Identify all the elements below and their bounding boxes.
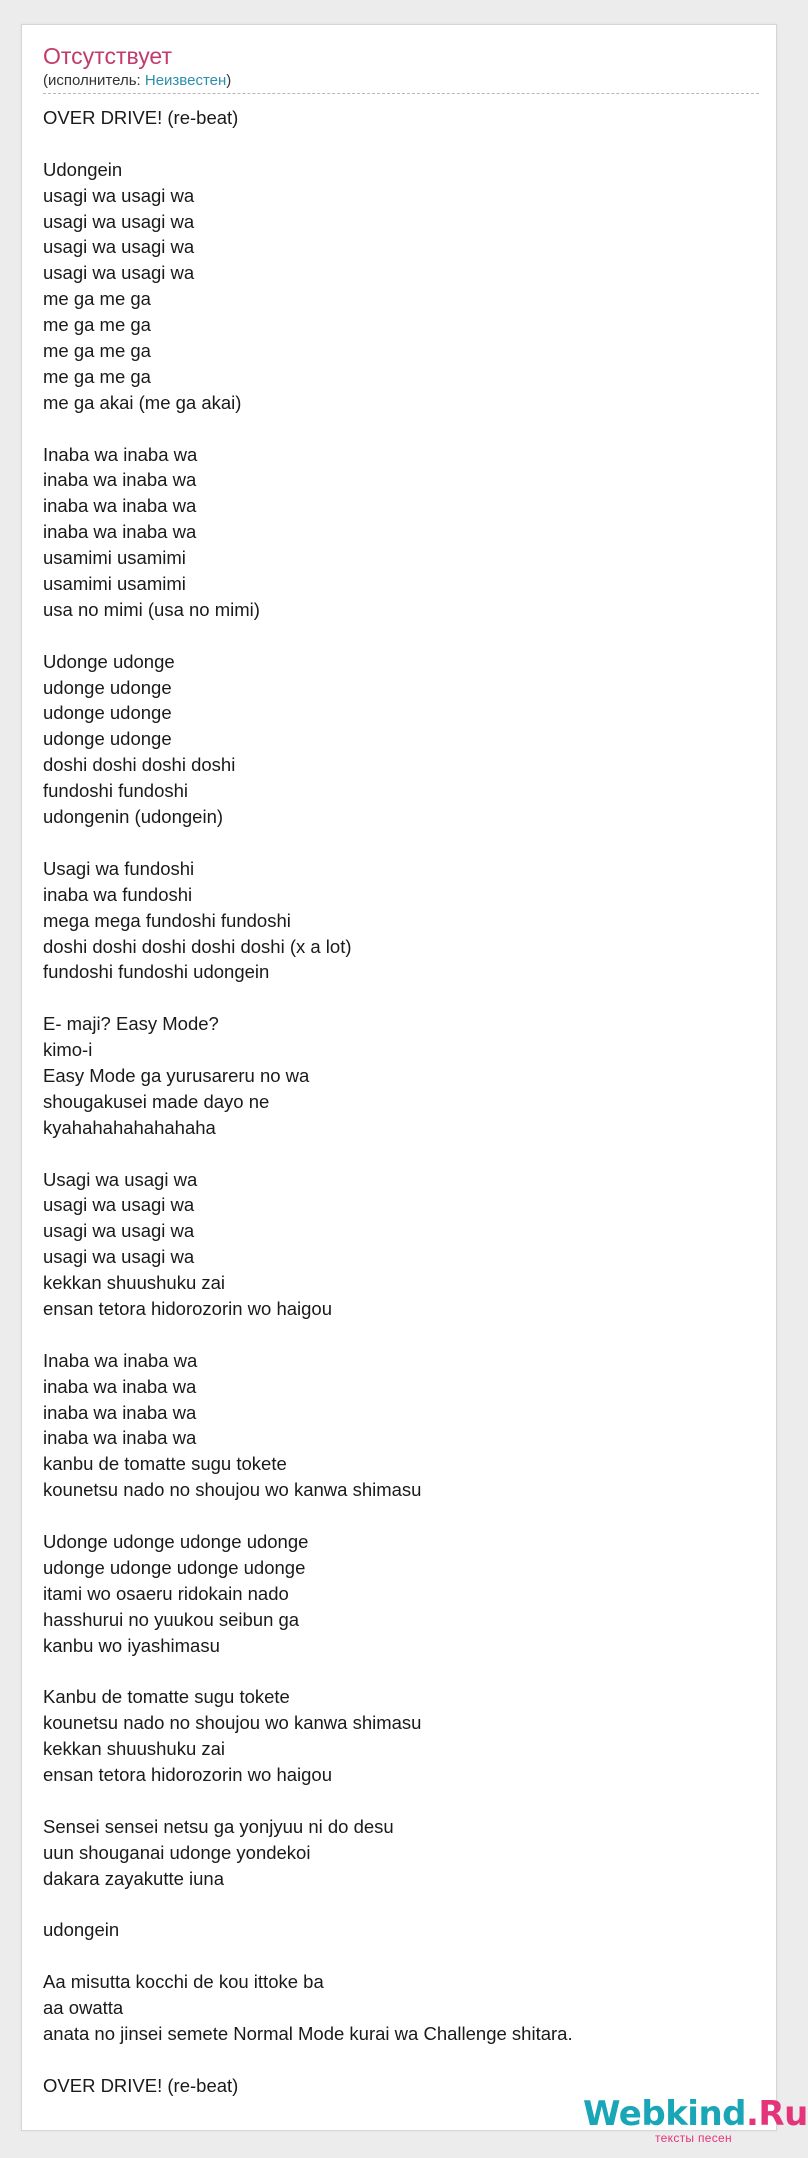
lyric-line: usagi wa usagi wa bbox=[43, 1194, 195, 1216]
lyric-line: kyahahahahahahaha bbox=[43, 1116, 216, 1138]
lyric-line: itami wo osaeru ridokain nado bbox=[43, 1582, 289, 1604]
lyric-blank-line bbox=[43, 985, 763, 1011]
lyric-blank-line bbox=[43, 1788, 763, 1814]
lyric-line: usagi wa usagi wa bbox=[43, 1246, 195, 1268]
lyric-line: doshi doshi doshi doshi bbox=[43, 754, 236, 776]
lyric-line: inaba wa inaba wa bbox=[43, 469, 197, 491]
logo-tld: .Ru bbox=[746, 2094, 808, 2134]
lyrics-text bbox=[43, 105, 763, 2099]
lyric-line: kanbu de tomatte sugu tokete bbox=[43, 1453, 287, 1475]
lyric-blank-line bbox=[43, 416, 763, 442]
lyric-blank-line bbox=[43, 1891, 763, 1917]
lyric-line: kounetsu nado no shoujou wo kanwa shimasu bbox=[43, 1712, 422, 1734]
header-divider bbox=[43, 93, 759, 94]
lyric-line: udongenin (udongein) bbox=[43, 806, 224, 828]
lyric-line: inaba wa fundoshi bbox=[43, 883, 193, 905]
lyric-line: hasshurui no yuukou seibun ga bbox=[43, 1608, 300, 1630]
lyric-line: udonge udonge udonge udonge bbox=[43, 1556, 306, 1578]
logo-tagline: тексты песен bbox=[655, 2131, 732, 2145]
artist-suffix: ) bbox=[226, 72, 232, 89]
lyric-line: kanbu wo iyashimasu bbox=[43, 1634, 220, 1656]
lyric-line: udonge udonge bbox=[43, 728, 172, 750]
lyric-line: kekkan shuushuku zai bbox=[43, 1738, 226, 1760]
lyric-line: uun shouganai udonge yondekoi bbox=[43, 1841, 311, 1863]
lyric-line: Inaba wa inaba wa bbox=[43, 1349, 198, 1371]
lyric-blank-line bbox=[43, 1943, 763, 1969]
lyric-line: OVER DRIVE! (re-beat) bbox=[43, 2074, 239, 2096]
lyric-line: usagi wa usagi wa bbox=[43, 184, 195, 206]
lyric-line: Kanbu de tomatte sugu tokete bbox=[43, 1686, 290, 1708]
lyric-line: Udonge udonge bbox=[43, 650, 175, 672]
lyric-line: me ga me ga bbox=[43, 288, 151, 310]
song-title: Отсутствует bbox=[43, 43, 172, 69]
lyric-line: aa owatta bbox=[43, 1997, 124, 2019]
lyrics-card bbox=[21, 24, 808, 2145]
artist-line bbox=[43, 72, 231, 90]
lyric-line: Usagi wa fundoshi bbox=[43, 857, 195, 879]
lyric-line: fundoshi fundoshi udongein bbox=[43, 961, 270, 983]
lyric-line: me ga akai (me ga akai) bbox=[43, 391, 242, 413]
lyric-line: doshi doshi doshi doshi doshi (x a lot) bbox=[43, 935, 352, 957]
artist-prefix: (исполнитель: bbox=[43, 72, 145, 89]
lyric-line: kekkan shuushuku zai bbox=[43, 1272, 226, 1294]
lyric-blank-line bbox=[43, 830, 763, 856]
lyric-line: Easy Mode ga yurusareru no wa bbox=[43, 1064, 310, 1086]
lyric-line: ensan tetora hidorozorin wo haigou bbox=[43, 1297, 332, 1319]
lyric-line: inaba wa inaba wa bbox=[43, 521, 197, 543]
lyric-line: me ga me ga bbox=[43, 340, 151, 362]
lyric-line: Udongein bbox=[43, 158, 123, 180]
logo-wordmark bbox=[583, 2094, 808, 2134]
lyric-line: me ga me ga bbox=[43, 365, 151, 387]
lyric-blank-line bbox=[43, 1322, 763, 1348]
lyric-line: Sensei sensei netsu ga yonjyuu ni do desu bbox=[43, 1815, 394, 1837]
lyric-line: udongein bbox=[43, 1919, 120, 1941]
lyric-line: ensan tetora hidorozorin wo haigou bbox=[43, 1764, 332, 1785]
lyric-line: usagi wa usagi wa bbox=[43, 210, 195, 232]
lyric-blank-line bbox=[43, 2047, 763, 2073]
lyric-line: usa no mimi (usa no mimi) bbox=[43, 598, 260, 620]
webkind-logo[interactable] bbox=[583, 2094, 808, 2146]
lyric-line: Udonge udonge udonge udonge bbox=[43, 1530, 309, 1552]
lyric-blank-line bbox=[43, 1141, 763, 1167]
lyric-blank-line bbox=[43, 131, 763, 157]
lyric-line: usagi wa usagi wa bbox=[43, 1220, 195, 1242]
lyric-line: anata no jinsei semete Normal Mode kurai wa Challenge shitara. bbox=[43, 2022, 573, 2044]
lyric-line: usamimi usamimi bbox=[43, 547, 186, 569]
lyric-line: E- maji? Easy Mode? bbox=[43, 1013, 219, 1035]
lyric-line: fundoshi fundoshi bbox=[43, 780, 189, 802]
lyric-line: inaba wa inaba wa bbox=[43, 1427, 197, 1449]
lyric-line: inaba wa inaba wa bbox=[43, 1375, 197, 1397]
lyric-line: inaba wa inaba wa bbox=[43, 495, 197, 517]
lyric-line: inaba wa inaba wa bbox=[43, 1401, 197, 1423]
lyric-line: udonge udonge bbox=[43, 676, 172, 698]
logo-name: Webkind bbox=[583, 2094, 746, 2134]
lyric-line: mega mega fundoshi fundoshi bbox=[43, 909, 291, 931]
lyric-line: usagi wa usagi wa bbox=[43, 236, 195, 258]
lyric-line: shougakusei made dayo ne bbox=[43, 1090, 270, 1112]
lyric-line: me ga me ga bbox=[43, 314, 151, 336]
lyric-blank-line bbox=[43, 1503, 763, 1529]
lyric-line: Aa misutta kocchi de kou ittoke ba bbox=[43, 1971, 324, 1993]
lyric-line: OVER DRIVE! (re-beat) bbox=[43, 107, 239, 128]
artist-link[interactable]: Неизвестен bbox=[144, 72, 227, 89]
lyric-line: dakara zayakutte iuna bbox=[43, 1867, 225, 1889]
lyric-line: usagi wa usagi wa bbox=[43, 262, 195, 284]
lyric-line: kounetsu nado no shoujou wo kanwa shimasu bbox=[43, 1479, 422, 1501]
lyric-line: kimo-i bbox=[43, 1039, 93, 1061]
lyric-line: usamimi usamimi bbox=[43, 573, 186, 595]
lyric-line: udonge udonge bbox=[43, 702, 172, 724]
lyric-blank-line bbox=[43, 623, 763, 649]
lyric-blank-line bbox=[43, 1658, 763, 1684]
lyric-line: Usagi wa usagi wa bbox=[43, 1168, 198, 1190]
lyric-line: Inaba wa inaba wa bbox=[43, 443, 198, 465]
